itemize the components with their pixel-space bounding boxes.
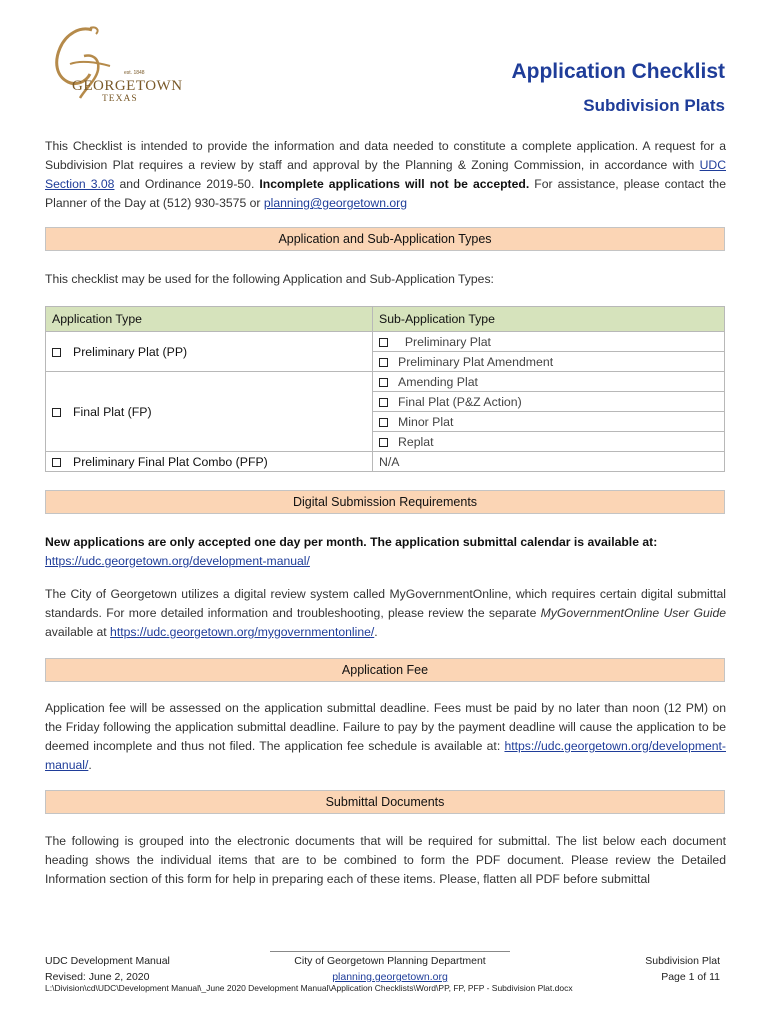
checkbox-icon[interactable] [379,418,388,427]
checkbox-icon[interactable] [52,458,61,467]
checkbox-icon[interactable] [379,338,388,347]
fee-end: . [88,758,92,772]
footer-divider [270,951,510,952]
checkbox-icon[interactable] [379,358,388,367]
section-types: Application and Sub-Application Types [45,227,725,251]
table-header-row [46,307,725,332]
header-sub-application-type: Sub-Application Type [373,307,725,332]
planning-email-link[interactable]: planning@georgetown.org [263,196,407,210]
checkbox-icon[interactable] [52,348,61,357]
footer-doc-title: Subdivision Plat [645,955,720,967]
app-cell-fp [46,372,373,452]
logo-state: TEXAS [102,94,138,104]
sub-label: Amending Plat [398,374,478,389]
sub-label: Final Plat (P&Z Action) [398,394,522,409]
page-subtitle: Subdivision Plats [583,96,725,115]
sub-cell [373,412,725,432]
sub-label: Minor Plat [398,414,454,429]
digital-paragraph-2 [45,585,726,642]
footer-manual: UDC Development Manual [45,955,170,967]
docs-paragraph: The following is grouped into the electronic documents that will be required for submittal. The list below each document heading shows the individual items that are to be combined to form the PDF document. Please review the Detailed Information section of this form for help in preparing each of these items. Please, flatten all PDF before submittal [45,834,726,886]
intro-text-2: and Ordinance 2019-50. [114,177,260,191]
mygovernmentonline-link[interactable]: https://udc.georgetown.org/mygovernmentonline/ [110,625,375,639]
page-title: Application Checklist [511,60,725,83]
sub-label: Preliminary Plat [404,334,491,349]
footer-left [45,953,170,985]
fee-paragraph [45,699,726,775]
intro-paragraph [45,137,726,213]
udc-section-link[interactable]: UDC Section 3.08 [45,158,726,191]
sub-cell [373,432,725,452]
digital-notice: New applications are only accepted one day per month. The application submittal calendar is available at: [45,535,658,549]
table-row [46,372,725,392]
sub-cell [373,372,725,392]
digital-text-a: The City of Georgetown utilizes a digital review system called MyGovernmentOnline, which requires certain digital submittal standards. For more detailed information and troubleshooting, please review the separate [45,587,726,620]
app-cell-pp [46,332,373,372]
app-label-fp: Final Plat (FP) [73,404,152,419]
footer-revised: Revised: June 2, 2020 [45,971,150,983]
footer-file-path: L:\Division\cd\UDC\Development Manual\_June 2020 Development Manual\Application Checklists\Word\PP, FP, PFP - Subdivision Plat.docx [45,983,573,993]
fee-text: Application fee will be assessed on the application submittal deadline. Fees must be paid by no later than noon (12 PM) on the Friday following the application submittal deadline. Failure to pay by the payment deadline will cause the application to be deemed incomplete and thus not filed. The application fee schedule is available at: [45,701,726,753]
sub-label: N/A [379,454,400,469]
intro-text-1: This Checklist is intended to provide the information and data needed to constitute a complete application. A request for a Subdivision Plat requires a review by staff and approval by the Planning & Zoning Commission, in accordance with [45,139,726,172]
checkbox-icon[interactable] [379,398,388,407]
checkbox-icon[interactable] [379,378,388,387]
development-manual-link[interactable]: https://udc.georgetown.org/development-manual/ [45,554,310,568]
intro-text-3: For assistance, please contact the Planner of the Day at (512) 930-3575 or [45,177,726,210]
footer-planning-link[interactable]: planning.georgetown.org [332,971,448,983]
app-label-pfp: Preliminary Final Plat Combo (PFP) [73,454,268,469]
logo-est: est. 1848 [124,70,145,76]
sub-cell [373,392,725,412]
digital-text-b: available at [45,625,111,639]
section-fee: Application Fee [45,658,725,682]
section-digital: Digital Submission Requirements [45,490,725,514]
fee-schedule-link[interactable]: https://udc.georgetown.org/development-manual/ [45,739,726,772]
app-label-pp: Preliminary Plat (PP) [73,344,188,359]
digital-text-c: . [374,625,378,639]
sub-cell [373,452,725,472]
user-guide-title: MyGovernmentOnline User Guide [540,606,726,620]
checkbox-icon[interactable] [379,438,388,447]
logo-name: GEORGETOWN [72,78,183,94]
sub-cell [373,332,725,352]
sub-label: Preliminary Plat Amendment [398,354,554,369]
application-types-table [45,306,725,472]
footer-center [270,953,510,985]
section-docs: Submittal Documents [45,790,725,814]
table-row [46,452,725,472]
sub-cell [373,352,725,372]
georgetown-logo [40,26,183,106]
intro-warning: Incomplete applications will not be accepted. [259,177,530,191]
footer-right [645,953,720,985]
footer-department: City of Georgetown Planning Department [294,955,486,967]
checkbox-icon[interactable] [52,408,61,417]
footer-page-number: Page 1 of 11 [661,971,720,983]
app-cell-pfp [46,452,373,472]
digital-paragraph-1 [45,533,726,571]
table-row [46,332,725,352]
header-application-type: Application Type [46,307,373,332]
types-intro: This checklist may be used for the following Application and Sub-Application Types: [45,272,494,286]
sub-label: Replat [398,434,434,449]
